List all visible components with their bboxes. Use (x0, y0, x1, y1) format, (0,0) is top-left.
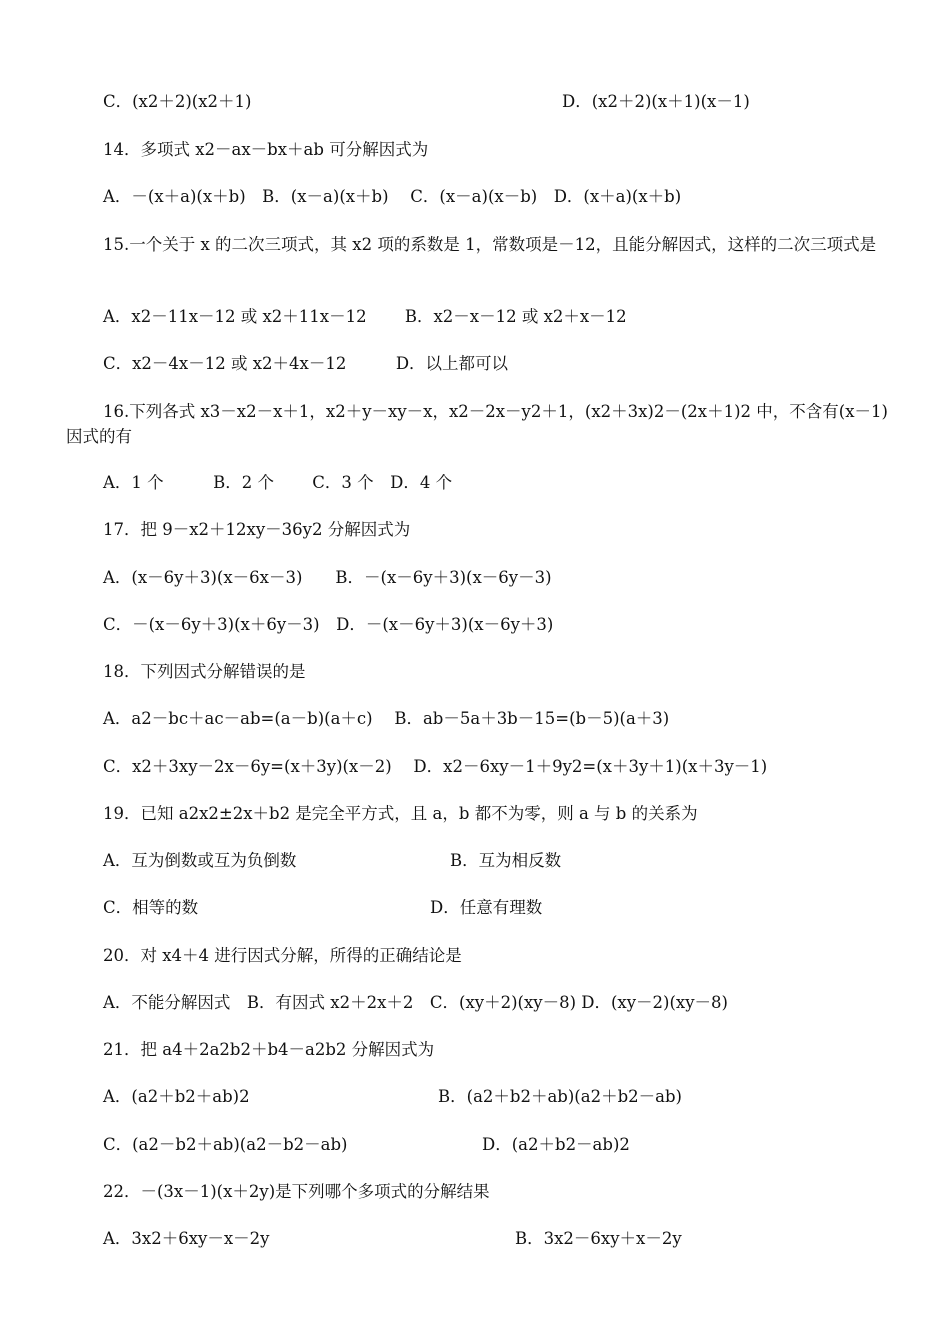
q22-option-b: B．3x2－6xy＋x－2y (515, 1229, 682, 1248)
q14-stem: 14．多项式 x2－ax－bx＋ab 可分解因式为 (103, 140, 429, 159)
q19-option-b: B．互为相反数 (450, 851, 562, 870)
q13-option-d: D．(x2＋2)(x＋1)(x－1) (562, 92, 750, 111)
q17-options-cd: C．－(x－6y＋3)(x＋6y－3) D．－(x－6y＋3)(x－6y＋3) (103, 615, 554, 634)
q21-option-b: B．(a2＋b2＋ab)(a2＋b2－ab) (438, 1087, 682, 1106)
q22-option-a: A．3x2＋6xy－x－2y (103, 1229, 270, 1248)
q18-options-cd: C．x2＋3xy－2x－6y=(x＋3y)(x－2) D．x2－6xy－1＋9y2=(x＋3y＋1)(x＋3y－1) (103, 757, 768, 776)
q15-options-cd: C．x2－4x－12 或 x2＋4x－12 D．以上都可以 (103, 354, 509, 373)
q22-stem: 22．－(3x－1)(x＋2y)是下列哪个多项式的分解结果 (103, 1182, 490, 1201)
q16-options: A．1 个 B．2 个 C．3 个 D．4 个 (103, 473, 453, 492)
q14-options: A．－(x＋a)(x＋b) B．(x－a)(x＋b) C．(x－a)(x－b) D．(x＋a)(x＋b) (103, 187, 682, 206)
q17-options-ab: A．(x－6y＋3)(x－6x－3) B．－(x－6y＋3)(x－6y－3) (103, 568, 552, 587)
q15-stem: 15.一个关于 x 的二次三项式，其 x2 项的系数是 1，常数项是－12，且能分解因式，这样的二次三项式是 (103, 235, 877, 254)
q16-stem: 16.下列各式 x3－x2－x＋1，x2＋y－xy－x，x2－2x－y2＋1，(x2＋3x)2－(2x＋1)2 中，不含有(x－1)因式的有 (66, 402, 888, 446)
q19-stem: 19．已知 a2x2±2x＋b2 是完全平方式，且 a，b 都不为零，则 a 与 b 的关系为 (103, 804, 698, 823)
q17-stem: 17．把 9－x2＋12xy－36y2 分解因式为 (103, 520, 411, 539)
q21-option-d: D．(a2＋b2－ab)2 (482, 1135, 630, 1154)
q19-option-d: D．任意有理数 (430, 898, 543, 917)
q18-options-ab: A．a2－bc＋ac－ab=(a－b)(a＋c) B．ab－5a＋3b－15=(b－5)(a＋3) (103, 709, 670, 728)
q21-option-c: C．(a2－b2＋ab)(a2－b2－ab) (103, 1135, 348, 1154)
q18-stem: 18．下列因式分解错误的是 (103, 662, 306, 681)
q15-options-ab: A．x2－11x－12 或 x2＋11x－12 B．x2－x－12 或 x2＋x－12 (103, 307, 627, 326)
q19-option-c: C．相等的数 (103, 898, 199, 917)
q20-stem: 20．对 x4＋4 进行因式分解，所得的正确结论是 (103, 946, 462, 965)
q20-options: A．不能分解因式 B．有因式 x2＋2x＋2 C．(xy＋2)(xy－8) D．(xy－2)(xy－8) (103, 993, 728, 1012)
q13-option-c: C．(x2＋2)(x2＋1) (103, 92, 252, 111)
q19-option-a: A．互为倒数或互为负倒数 (103, 851, 297, 870)
q21-stem: 21．把 a4＋2a2b2＋b4－a2b2 分解因式为 (103, 1040, 435, 1059)
q21-option-a: A．(a2＋b2＋ab)2 (103, 1087, 250, 1106)
